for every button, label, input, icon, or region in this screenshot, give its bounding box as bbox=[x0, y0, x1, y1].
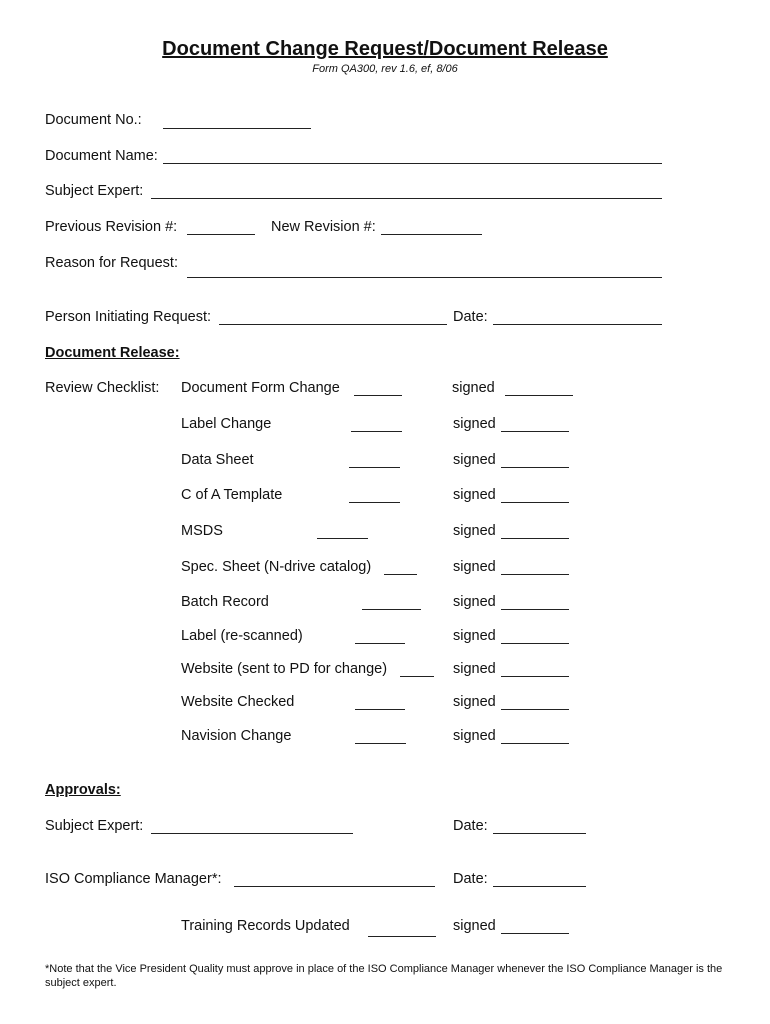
signed-field[interactable] bbox=[501, 609, 569, 610]
signed-label: signed bbox=[453, 523, 496, 539]
iso-date-label: Date: bbox=[453, 871, 488, 887]
reason-field[interactable] bbox=[187, 277, 662, 278]
signed-field[interactable] bbox=[501, 538, 569, 539]
signed-label: signed bbox=[453, 594, 496, 610]
approvals-heading: Approvals: bbox=[45, 782, 121, 798]
checklist-item-blank[interactable] bbox=[400, 676, 434, 677]
signed-field[interactable] bbox=[501, 709, 569, 710]
checklist-item-blank[interactable] bbox=[351, 431, 402, 432]
training-records-field[interactable] bbox=[368, 936, 436, 937]
reason-label: Reason for Request: bbox=[45, 255, 178, 271]
signed-field[interactable] bbox=[501, 574, 569, 575]
document-no-label: Document No.: bbox=[45, 112, 142, 128]
new-revision-label: New Revision #: bbox=[271, 219, 376, 235]
checklist-item-label: Label Change bbox=[181, 416, 272, 432]
person-initiating-label: Person Initiating Request: bbox=[45, 309, 212, 325]
checklist-item-blank[interactable] bbox=[355, 743, 406, 744]
checklist-item-blank[interactable] bbox=[355, 709, 405, 710]
subject-expert-label: Subject Expert: bbox=[45, 183, 144, 199]
checklist-item-blank[interactable] bbox=[354, 395, 402, 396]
checklist-item-label: Batch Record bbox=[181, 594, 269, 610]
signed-label: signed bbox=[453, 559, 496, 575]
signed-label: signed bbox=[453, 452, 496, 468]
signed-label: signed bbox=[452, 380, 495, 396]
request-date-field[interactable] bbox=[493, 324, 662, 325]
signed-label: signed bbox=[453, 694, 496, 710]
document-release-heading: Document Release: bbox=[45, 345, 180, 361]
signed-field[interactable] bbox=[501, 431, 569, 432]
iso-date-field[interactable] bbox=[493, 886, 586, 887]
checklist-item-blank[interactable] bbox=[362, 609, 421, 610]
training-signed-field[interactable] bbox=[501, 933, 569, 934]
new-revision-field[interactable] bbox=[381, 234, 482, 235]
checklist-item-label: Label (re-scanned) bbox=[181, 628, 303, 644]
approval-date-field[interactable] bbox=[493, 833, 586, 834]
signed-label: signed bbox=[453, 416, 496, 432]
signed-field[interactable] bbox=[501, 743, 569, 744]
checklist-item-label: Data Sheet bbox=[181, 452, 254, 468]
checklist-item-blank[interactable] bbox=[349, 502, 400, 503]
signed-field[interactable] bbox=[505, 395, 573, 396]
approval-date-label: Date: bbox=[453, 818, 488, 834]
checklist-item-label: Website (sent to PD for change) bbox=[181, 661, 388, 677]
approval-subject-expert-field[interactable] bbox=[151, 833, 353, 834]
person-initiating-field[interactable] bbox=[219, 324, 447, 325]
training-records-label: Training Records Updated bbox=[181, 918, 350, 934]
footnote: *Note that the Vice President Quality must approve in place of the ISO Compliance Manager whenever the ISO Compliance Manager is the subject expert. bbox=[45, 963, 723, 989]
signed-field[interactable] bbox=[501, 643, 569, 644]
checklist-item-label: Website Checked bbox=[181, 694, 295, 710]
checklist-item-blank[interactable] bbox=[349, 467, 400, 468]
previous-revision-label: Previous Revision #: bbox=[45, 219, 178, 235]
checklist-item-blank[interactable] bbox=[355, 643, 405, 644]
request-date-label: Date: bbox=[453, 309, 488, 325]
checklist-item-label: MSDS bbox=[181, 523, 223, 539]
document-name-field[interactable] bbox=[163, 163, 662, 164]
signed-field[interactable] bbox=[501, 467, 569, 468]
checklist-item-label: Document Form Change bbox=[181, 380, 340, 396]
checklist-item-label: Spec. Sheet (N-drive catalog) bbox=[181, 559, 372, 575]
form-revision: Form QA300, rev 1.6, ef, 8/06 bbox=[312, 63, 458, 75]
signed-label: signed bbox=[453, 661, 496, 677]
approval-subject-expert-label: Subject Expert: bbox=[45, 818, 144, 834]
document-no-field[interactable] bbox=[163, 128, 311, 129]
signed-label: signed bbox=[453, 487, 496, 503]
review-checklist-label: Review Checklist: bbox=[45, 380, 160, 396]
iso-manager-field[interactable] bbox=[234, 886, 435, 887]
training-signed-label: signed bbox=[453, 918, 496, 934]
checklist-item-blank[interactable] bbox=[384, 574, 417, 575]
signed-field[interactable] bbox=[501, 502, 569, 503]
signed-label: signed bbox=[453, 728, 496, 744]
document-name-label: Document Name: bbox=[45, 148, 158, 164]
checklist-item-blank[interactable] bbox=[317, 538, 368, 539]
previous-revision-field[interactable] bbox=[187, 234, 255, 235]
checklist-item-label: C of A Template bbox=[181, 487, 283, 503]
signed-field[interactable] bbox=[501, 676, 569, 677]
form-title: Document Change Request/Document Release bbox=[162, 38, 608, 60]
subject-expert-field[interactable] bbox=[151, 198, 662, 199]
checklist-item-label: Navision Change bbox=[181, 728, 292, 744]
signed-label: signed bbox=[453, 628, 496, 644]
iso-manager-label: ISO Compliance Manager*: bbox=[45, 871, 222, 887]
